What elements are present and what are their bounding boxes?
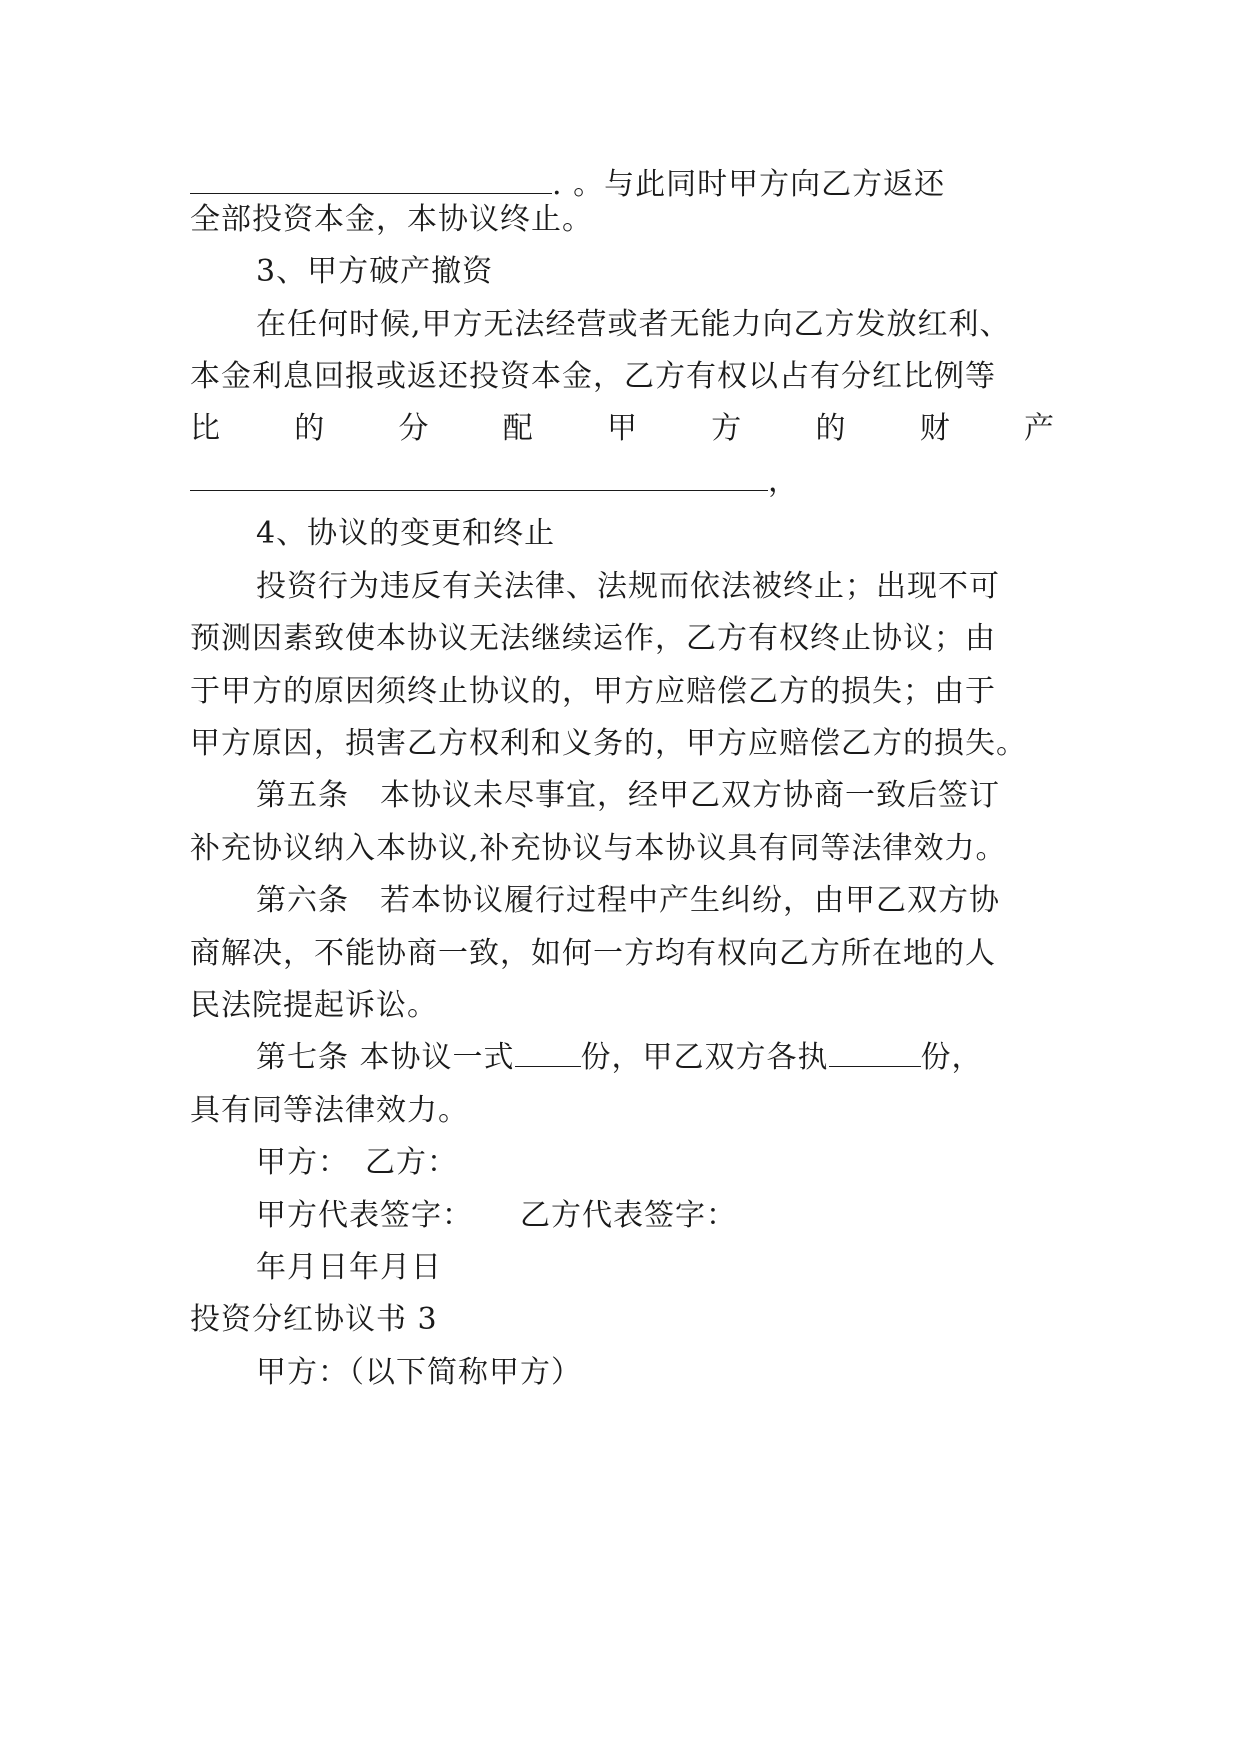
- blank-underline: [190, 167, 552, 194]
- parties-line: 甲方： 乙方：: [256, 1145, 458, 1180]
- article-7-part-a: 第七条 本协议一式: [256, 1040, 515, 1075]
- article-7-part-c: 份，: [920, 1040, 983, 1075]
- doc-line-7-text: ，: [768, 464, 799, 499]
- justified-char: 财: [919, 411, 951, 446]
- doc-line-7: [190, 462, 1055, 502]
- article-7: [256, 1038, 1056, 1078]
- justified-char: 甲: [607, 411, 638, 446]
- each-copies-blank-underline: [829, 1040, 921, 1067]
- doc-line-14: 补充协议纳入本协议,补充协议与本协议具有同等法律效力。: [190, 831, 1007, 866]
- doc-line-17: 民法院提起诉讼。: [190, 988, 438, 1023]
- doc-line-11: 于甲方的原因须终止协议的，甲方应赔偿乙方的损失；由于: [190, 674, 996, 709]
- doc-line-12: 甲方原因，损害乙方权利和义务的，甲方应赔偿乙方的损失。: [190, 726, 1027, 761]
- justified-char: 分: [398, 411, 430, 446]
- section-heading-3: 3、甲方破产撤资: [256, 254, 494, 289]
- copies-blank-underline: [515, 1040, 581, 1067]
- justified-char: 产: [1024, 411, 1055, 446]
- doc-line-9: 投资行为违反有关法律、法规而依法被终止；出现不可: [256, 569, 1000, 604]
- blank-underline: [190, 464, 768, 491]
- justified-char: 的: [815, 411, 847, 446]
- justified-char: 比: [190, 411, 221, 446]
- section-heading-4: 4、协议的变更和终止: [256, 516, 556, 551]
- doc-line-1: [190, 165, 1055, 205]
- article-6: 第六条 若本协议履行过程中产生纠纷，由甲乙双方协: [256, 883, 1000, 918]
- justified-char: 的: [294, 411, 326, 446]
- doc-line-1-text: . 。与此同时甲方向乙方返还: [552, 167, 946, 202]
- doc-line-4: 在任何时候,甲方无法经营或者无能力向乙方发放红利、: [256, 307, 1011, 342]
- doc-line-6-justified: [190, 409, 1055, 449]
- doc-line-10: 预测因素致使本协议无法继续运作，乙方有权终止协议；由: [190, 621, 996, 656]
- article-5: 第五条 本协议未尽事宜，经甲乙双方协商一致后签订: [256, 778, 1000, 813]
- doc-line-16: 商解决，不能协商一致，如何一方均有权向乙方所在地的人: [190, 936, 996, 971]
- document-title-3: 投资分红协议书 3: [190, 1302, 438, 1337]
- article-7-part-b: 份，甲乙双方各执: [580, 1040, 829, 1075]
- justified-char: 配: [502, 411, 534, 446]
- signature-line: 甲方代表签字： 乙方代表签字：: [256, 1198, 737, 1233]
- justified-char: 方: [711, 411, 743, 446]
- date-line: 年月日年月日: [256, 1250, 442, 1285]
- party-a-line: 甲方：（以下简称甲方）: [256, 1355, 582, 1390]
- doc-line-5: 本金利息回报或返还投资本金，乙方有权以占有分红比例等: [190, 359, 996, 394]
- doc-line-2: 全部投资本金，本协议终止。: [190, 202, 593, 237]
- doc-line-19: 具有同等法律效力。: [190, 1093, 469, 1128]
